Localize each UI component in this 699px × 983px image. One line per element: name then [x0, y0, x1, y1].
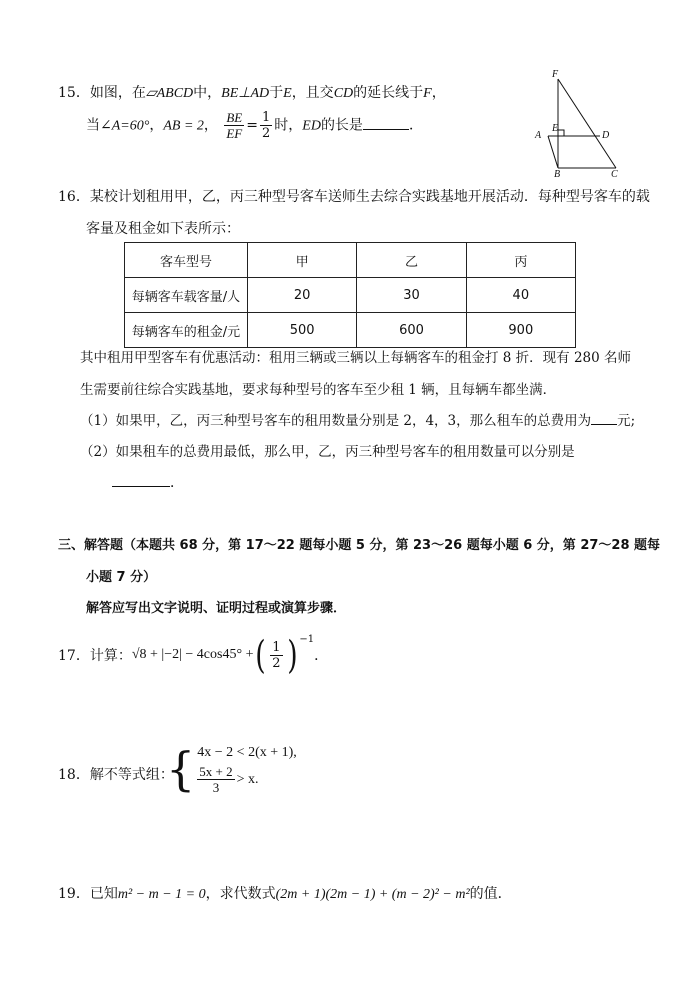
q16-part1	[80, 409, 635, 429]
q19-condition: m² − m − 1 = 0	[117, 887, 206, 902]
q18-label-line	[58, 764, 174, 784]
q15-angle: A=60°	[111, 118, 150, 134]
q18-number: 18．	[58, 767, 90, 783]
q16-table	[124, 242, 576, 348]
fig-label-c: C	[611, 169, 618, 178]
q16-part1-blank	[591, 424, 617, 425]
table-row	[125, 313, 576, 348]
table-cell: 500	[248, 313, 357, 348]
q16-line4: 生需要前往综合实践基地，要求每种型号的客车至少租 1 辆，且每辆车都坐满．	[80, 382, 557, 398]
table-cell: 600	[357, 313, 466, 348]
q16-part2-end: ．	[170, 475, 184, 491]
q15-parallelogram: ▱ABCD	[145, 86, 194, 101]
q15-ratio-fraction: $\frac{BE}{EF}$	[226, 110, 243, 141]
fig-line-fc	[558, 79, 616, 168]
q18-label: 解不等式组：	[89, 767, 174, 783]
q15-text: 中，	[193, 85, 222, 101]
section3-title-line2: 小题 7 分）	[86, 570, 157, 585]
fig-label-a: A	[535, 130, 542, 141]
section3-instruction: 解答应写出文字说明、证明过程或演算步骤．	[86, 601, 347, 616]
table-cell: 30	[357, 278, 466, 313]
table-header-cell: 丙	[466, 243, 575, 278]
q17-half-fraction: $\frac{1}{2}$	[272, 639, 281, 671]
fig-right-angle-mark	[558, 130, 564, 136]
q17-right-paren: )	[286, 633, 298, 677]
q15-text: ，且交	[291, 85, 334, 101]
table-row	[125, 278, 576, 313]
q18-inequality-1: 4x − 2 < 2(x + 1),	[197, 745, 297, 760]
q15-segment-cd: CD	[333, 86, 354, 101]
q15-answer-blank	[363, 129, 409, 130]
q15-point-f: F	[423, 86, 432, 101]
table-cell: 40	[466, 278, 575, 313]
table-header-cell: 乙	[357, 243, 466, 278]
q15-text: ，	[203, 117, 218, 134]
q15-text: 当∠	[86, 117, 112, 134]
q18-system	[166, 742, 297, 795]
q17-end: ．	[314, 648, 329, 664]
q16-part2-answer	[112, 472, 184, 492]
q19-line	[58, 883, 512, 903]
q19-text: 的值．	[469, 886, 512, 902]
table-header-row	[125, 243, 576, 278]
q16-part1-end: 元;	[617, 413, 636, 429]
q17-number: 17．	[58, 648, 90, 664]
fig-label-b: B	[554, 169, 561, 178]
q16-text: 某校计划租用甲，乙，丙三种型号客车送师生去综合实践基地开展活动．每种型号客车的载	[89, 189, 650, 205]
fig-line-ab	[548, 136, 558, 168]
q15-line1	[58, 82, 446, 102]
fig-label-d: D	[602, 130, 610, 141]
table-cell: 900	[466, 313, 575, 348]
q15-number: 15．	[58, 85, 90, 101]
q16-number: 16．	[58, 189, 90, 205]
q18-inequality-2	[197, 764, 297, 795]
table-cell: 每辆客车载客量/人	[125, 278, 248, 313]
q18-inequality-2-rest: > x.	[236, 771, 259, 787]
q16-part1-text: （1）如果甲，乙，丙三种型号客车的租用数量分别是 2，4，3，那么租车的总费用为	[80, 413, 592, 429]
q16-line1	[58, 186, 650, 206]
fig-label-e: E	[552, 123, 559, 134]
q15-text: ，	[149, 117, 164, 134]
q15-text: ，	[431, 85, 446, 101]
q15-line2	[86, 110, 423, 141]
q16-part2: （2）如果租车的总费用最低，那么甲，乙，丙三种型号客车的租用数量可以分别是	[80, 444, 575, 460]
q15-point-e: E	[283, 86, 292, 101]
q16-line2: 客量及租金如下表所示：	[86, 221, 240, 237]
q15-text: 时，	[274, 117, 303, 134]
q17-expression: √8 + |−2| − 4cos45° +	[131, 647, 254, 662]
table-header-cell: 客车型号	[125, 243, 248, 278]
q15-half-fraction: $\frac{1}{2}$	[261, 110, 271, 141]
table-cell: 20	[248, 278, 357, 313]
q15-text: 如图，在	[89, 85, 146, 101]
q15-figure	[528, 66, 628, 178]
q15-equals: =	[246, 117, 258, 134]
q19-number: 19．	[58, 886, 90, 902]
q17-left-paren: (	[255, 633, 267, 677]
q16-part2-blank	[112, 486, 170, 487]
q15-be-perp-ad: BE⊥AD	[221, 86, 270, 101]
table-cell: 每辆客车的租金/元	[125, 313, 248, 348]
q15-text: ．	[408, 117, 423, 134]
q18-inequalities	[197, 742, 297, 795]
q16-line3: 其中租用甲型客车有优惠活动：租用三辆或三辆以上每辆客车的租金打 8 折．现有 280 名师	[80, 350, 632, 366]
q17-line	[58, 630, 328, 680]
q15-text: 于	[269, 85, 284, 101]
q17-exponent: −1	[299, 634, 315, 645]
q18-brace: {	[166, 741, 196, 796]
q15-ab: AB = 2	[163, 118, 204, 134]
table-header-cell: 甲	[248, 243, 357, 278]
q17-label: 计算：	[89, 648, 132, 664]
q15-segment-ed: ED	[302, 118, 321, 134]
q15-text: 的长是	[320, 117, 363, 134]
q15-text: 的延长线于	[353, 85, 424, 101]
q19-expression: (2m + 1)(2m − 1) + (m − 2)² − m²	[275, 887, 470, 902]
q19-text: 已知	[89, 886, 118, 902]
q18-fraction: $\frac{5x + 2}{3}$	[199, 764, 233, 795]
fig-label-f: F	[552, 69, 559, 80]
q19-text: ，求代数式	[205, 886, 276, 902]
section3-title-line1: 三、解答题（本题共 68 分，第 17～22 题每小题 5 分，第 23～26 题每小题 6 分，第 27～28 题每	[58, 538, 661, 553]
